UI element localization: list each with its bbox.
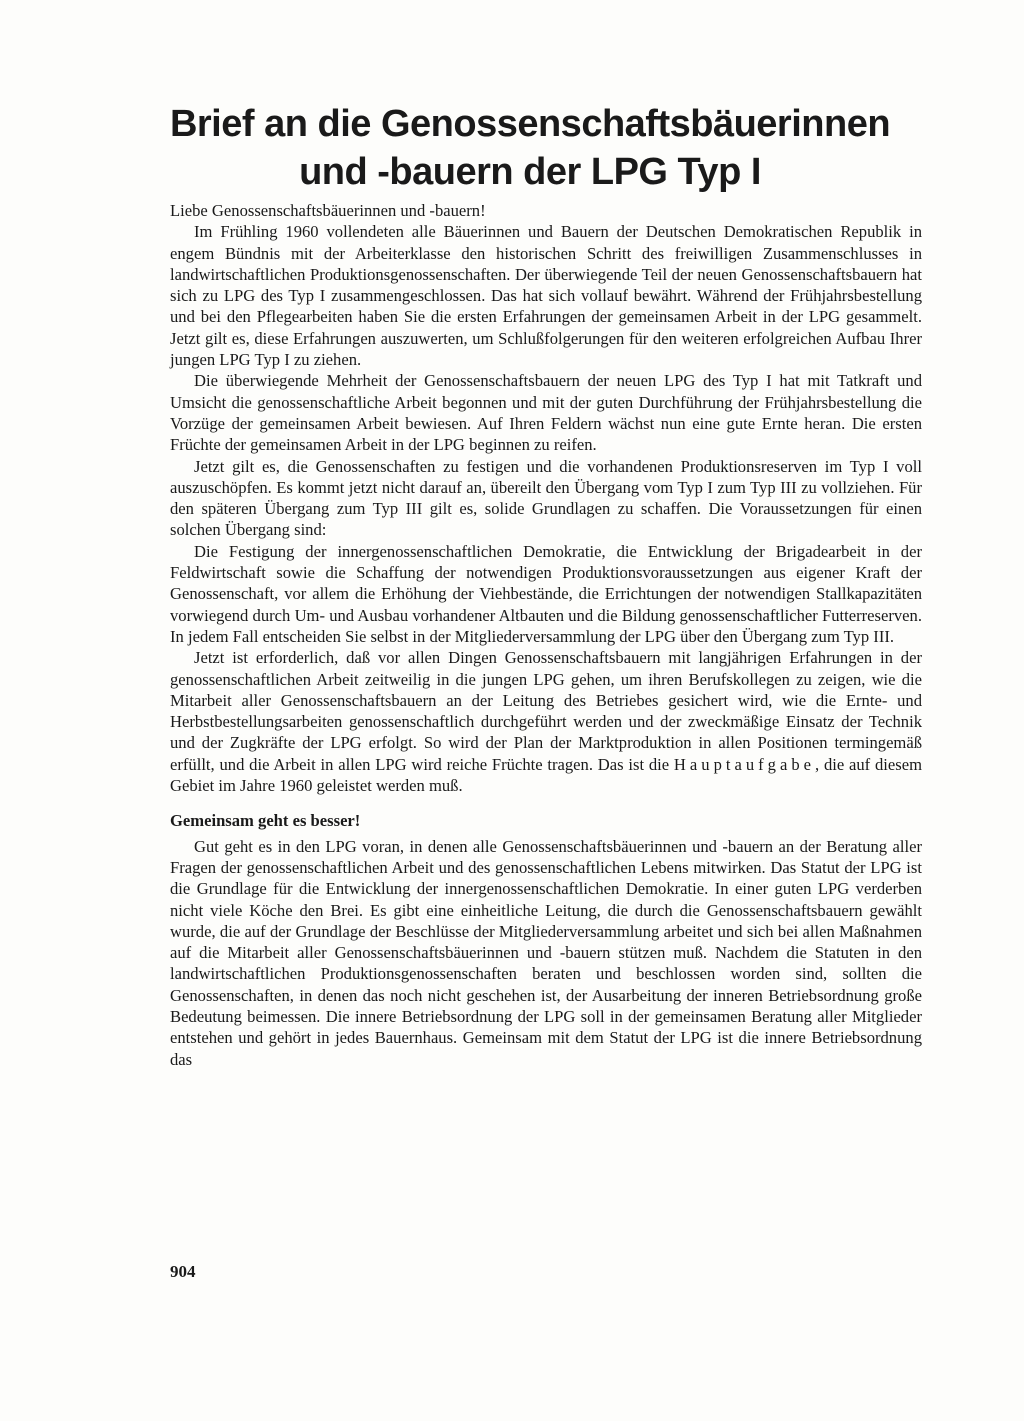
salutation: Liebe Genossenschaftsbäuerinnen und -bauern! <box>170 201 486 220</box>
title-line-1: Brief an die Genossenschaftsbäuerinnen <box>169 103 891 145</box>
paragraph-1: Im Frühling 1960 vollendeten alle Bäuerinnen und Bauern der Deutschen Demokratischen Republik in engem Bündnis mit der Arbeiterklasse den historischen Schritt des freiwilligen Zusammenschlusses in landwirtschaftlichen Produktionsgenossenschaften. Der überwiegende Teil der neuen Genossenschaftsbauern hat sich zu LPG des Typ I zusammengeschlossen. Das hat sich vollauf bewährt. Während der Frühjahrsbestellung und bei den Pflegearbeiten haben Sie die ersten Erfahrungen der gemeinsamen Arbeit in der LPG gesammelt. Jetzt gilt es, diese Erfahrungen auszuwerten, um Schlußfolgerungen für den weiteren erfolgreichen Aufbau Ihrer jungen LPG Typ I zu ziehen. <box>170 222 922 370</box>
title-line-2: und -bauern der LPG Typ I <box>299 151 761 193</box>
paragraph-5-emphasis: Hauptaufgabe <box>673 754 815 774</box>
paragraph-5-part-1: Jetzt ist erforderlich, daß vor allen Dingen Genossenschaftsbauern mit langjährigen Erfahrungen in der genossenschaftlichen Arbeit zeitweilig in die jungen LPG gehen, um ihren Berufskollegen zu zeigen, wie die Mitarbeit aller Genossenschaftsbauern an der Leitung des Betriebes gesichert wird, wie die Ernte- und Herbstbestellungsarbeiten genossenschaftlich durchgeführt werden und der zweckmäßige Einsatz der Technik und der Zugkräfte der LPG erfolgt. So wird der Plan der Marktproduktion in allen Positionen termingemäß erfüllt, und die Arbeit in allen LPG wird reiche Früchte tragen. Das ist die <box>170 648 922 774</box>
page-number: 904 <box>170 1262 196 1281</box>
document-body <box>170 200 922 1070</box>
paragraph-5-part-2: , die auf diesem Gebiet im Jahre 1960 geleistet werden muß. <box>170 754 922 796</box>
section-heading: Gemeinsam geht es besser! <box>170 811 361 831</box>
document-title <box>150 100 910 196</box>
section-paragraph: Gut geht es in den LPG voran, in denen alle Genossenschaftsbäuerinnen und -bauern an der Beratung aller Fragen der genossenschaftlichen Arbeit und des genossenschaftlichen Lebens mitwirken. Das Statut der LPG ist die Grundlage für die Entwicklung der innergenossenschaftlichen Demokratie. In einer guten LPG verderben nicht viele Köche den Brei. Es gibt eine einheitliche Leitung, die durch die Genossenschaftsbauern gewählt wurde, die auf der Grundlage der Beschlüsse der Mitgliederversammlung arbeitet und sich bei allen Maßnahmen auf die Mitarbeit aller Genossenschaftsbäuerinnen und -bauern stützen muß. Nachdem die Statuten in den landwirtschaftlichen Produktionsgenossenschaften beraten und beschlossen worden sind, sollten die Genossenschaften, in denen das noch nicht geschehen ist, der Ausarbeitung der inneren Betriebsordnung große Bedeutung beimessen. Die innere Betriebsordnung der LPG soll in der gemeinsamen Beratung aller Mitglieder entstehen und gehört in jedes Bauernhaus. Gemeinsam mit dem Statut der LPG ist die innere Betriebsordnung das <box>170 836 922 1069</box>
paragraph-3: Jetzt gilt es, die Genossenschaften zu festigen und die vorhandenen Produktionsreserven im Typ I voll auszuschöpfen. Es kommt jetzt nicht darauf an, übereilt den Übergang vom Typ I zum Typ III zu vollziehen. Für den späteren Übergang zum Typ III gilt es, solide Grundlagen zu schaffen. Die Voraussetzungen für einen solchen Übergang sind: <box>170 456 922 540</box>
paragraph-5 <box>170 647 922 796</box>
paragraph-4: Die Festigung der innergenossenschaftlichen Demokratie, die Entwicklung der Brigadearbeit in der Feldwirtschaft sowie die Schaffung der notwendigen Produktionsvoraussetzungen aus eigener Kraft der Genossenschaft, vor allem die Erhöhung der Viehbestände, die Errichtungen der notwendigen Stallkapazitäten vorwiegend durch Um- und Ausbau vorhandener Altbauten und die Bildung genossenschaftlicher Futterreserven. In jedem Fall entscheiden Sie selbst in der Mitgliederversammlung der LPG über den Übergang zum Typ III. <box>170 541 922 646</box>
paragraph-2: Die überwiegende Mehrheit der Genossenschaftsbauern der neuen LPG des Typ I hat mit Tatkraft und Umsicht die genossenschaftliche Arbeit begonnen und mit der guten Durchführung der Frühjahrsbestellung die Vorzüge der gemeinsamen Arbeit bewiesen. Auf Ihren Feldern wächst nun eine gute Ernte heran. Die ersten Früchte der gemeinsamen Arbeit in der LPG beginnen zu reifen. <box>170 371 922 455</box>
